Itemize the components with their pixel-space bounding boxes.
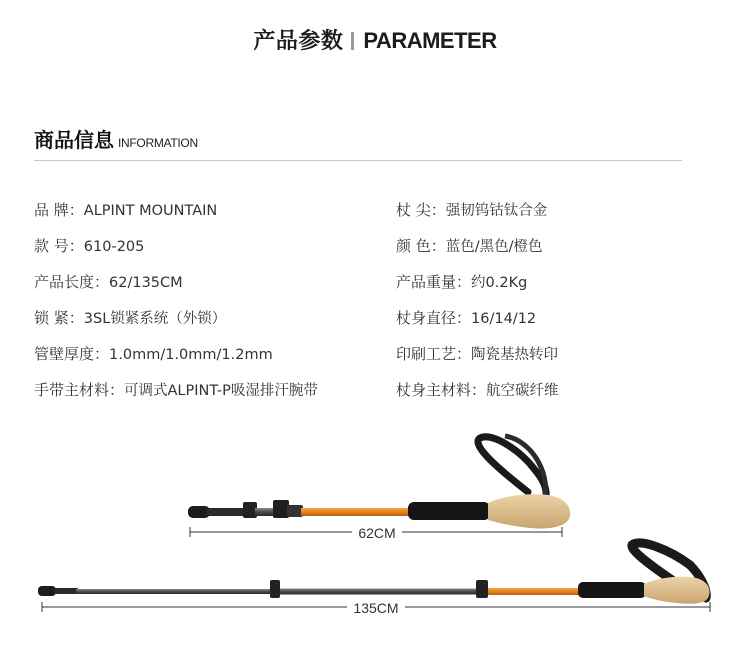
param-value: 1.0mm/1.0mm/1.2mm bbox=[109, 347, 273, 363]
param-value: 陶瓷基热转印 bbox=[471, 347, 559, 363]
title-en: PARAMETER bbox=[363, 28, 497, 53]
param-value: 可调式ALPINT-P吸湿排汗腕带 bbox=[124, 383, 318, 399]
param-label: 产品重量： bbox=[396, 273, 472, 291]
param-value: 610-205 bbox=[83, 239, 145, 255]
lock-clamp bbox=[270, 580, 280, 598]
foam-grip bbox=[408, 502, 490, 520]
param-tip bbox=[396, 199, 547, 220]
short-length-label: 62CM bbox=[358, 525, 396, 541]
long-length-label: 135CM bbox=[353, 600, 399, 616]
title-cn: 产品参数 bbox=[253, 29, 344, 54]
param-color bbox=[396, 235, 543, 256]
param-label: 产品长度： bbox=[34, 273, 110, 291]
param-value: ALPINT MOUNTAIN bbox=[83, 203, 218, 219]
param-row bbox=[34, 235, 724, 271]
lock-clamp bbox=[243, 502, 257, 518]
cork-handle bbox=[644, 577, 710, 604]
param-value: 航空碳纤维 bbox=[486, 383, 559, 399]
lower-shaft bbox=[76, 589, 272, 594]
section-title-cn: 商品信息 bbox=[34, 128, 114, 152]
param-label: 杖身直径： bbox=[396, 309, 472, 327]
title-divider bbox=[351, 32, 354, 50]
param-length bbox=[34, 271, 183, 292]
param-brand bbox=[34, 199, 217, 220]
param-label: 手带主材料： bbox=[34, 381, 125, 399]
upper-shaft bbox=[488, 588, 580, 595]
upper-shaft bbox=[301, 508, 411, 516]
pole-tip bbox=[38, 586, 56, 596]
tip-ferrule bbox=[54, 588, 78, 594]
param-body-material bbox=[396, 379, 559, 400]
cork-handle bbox=[488, 494, 570, 528]
param-label: 颜 色： bbox=[396, 237, 446, 255]
trekking-pole-figure bbox=[0, 425, 750, 655]
param-row bbox=[34, 343, 724, 379]
param-label: 印刷工艺： bbox=[396, 345, 472, 363]
param-strap-material bbox=[34, 379, 318, 400]
param-model bbox=[34, 235, 144, 256]
section-divider bbox=[34, 160, 682, 161]
short-dimension bbox=[190, 524, 562, 541]
wrist-strap bbox=[478, 437, 546, 500]
param-label: 品 牌： bbox=[34, 201, 84, 219]
param-row bbox=[34, 379, 724, 415]
param-value: 3SL锁紧系统（外锁） bbox=[83, 311, 227, 327]
section-heading bbox=[34, 124, 198, 153]
param-weight bbox=[396, 271, 527, 292]
page-title bbox=[0, 24, 750, 55]
param-row bbox=[34, 199, 724, 235]
param-value: 蓝色/黑色/橙色 bbox=[445, 239, 543, 255]
flick-lock bbox=[287, 505, 303, 517]
param-label: 款 号： bbox=[34, 237, 84, 255]
param-printing bbox=[396, 343, 558, 364]
extended-pole bbox=[38, 543, 710, 604]
collapsed-pole bbox=[188, 436, 570, 529]
param-row bbox=[34, 307, 724, 343]
param-value: 62/135CM bbox=[109, 275, 183, 291]
param-label: 杖身主材料： bbox=[396, 381, 487, 399]
long-dimension bbox=[42, 599, 710, 616]
param-value: 强韧钨钴钛合金 bbox=[445, 203, 548, 219]
lock-clamp bbox=[476, 580, 488, 598]
middle-shaft bbox=[280, 589, 478, 595]
param-label: 锁 紧： bbox=[34, 309, 84, 327]
param-diameter bbox=[396, 307, 536, 328]
foam-grip bbox=[578, 582, 646, 598]
param-lock bbox=[34, 307, 226, 328]
param-row bbox=[34, 271, 724, 307]
param-wall-thickness bbox=[34, 343, 273, 364]
param-label: 管壁厚度： bbox=[34, 345, 110, 363]
lock-clamp bbox=[273, 500, 289, 518]
param-label: 杖 尖： bbox=[396, 201, 446, 219]
param-value: 约0.2Kg bbox=[471, 275, 528, 291]
param-value: 16/14/12 bbox=[471, 311, 537, 327]
tip-ferrule bbox=[206, 508, 246, 516]
parameter-table bbox=[34, 199, 724, 415]
section-title-en: INFORMATION bbox=[118, 136, 198, 150]
